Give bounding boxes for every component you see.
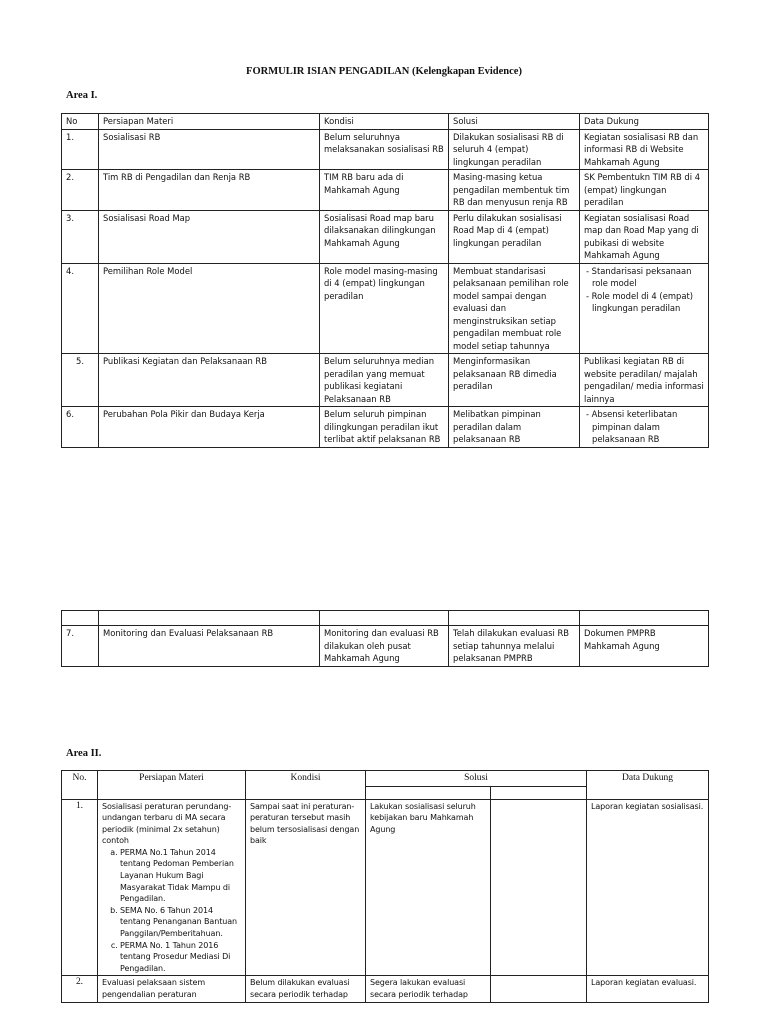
row-number: 2. xyxy=(62,976,98,1002)
row-kondisi: TIM RB baru ada di Mahkamah Agung xyxy=(320,170,449,211)
data-dukung-list xyxy=(584,408,704,446)
row-data-dukung xyxy=(580,263,709,354)
row-number: 4. xyxy=(62,263,99,354)
blank-row xyxy=(62,611,709,626)
row-number: 1. xyxy=(62,799,98,976)
list-item: - Role model di 4 (empat) lingkungan peradilan xyxy=(586,290,694,313)
row-number: 1. xyxy=(62,129,99,170)
header-solusi: Solusi xyxy=(449,114,580,130)
row-kondisi: Sampai saat ini peraturan-peraturan tersebut masih belum tersosialisasi dengan baik xyxy=(246,799,366,976)
row-materi: Sosialisasi RB xyxy=(99,129,320,170)
row-solusi: Lakukan sosialisasi seluruh kebijakan baru Mahkamah Agung xyxy=(366,799,491,976)
row-kondisi: Belum seluruh pimpinan dilingkungan peradilan ikut terlibat aktif pelaksanan RB xyxy=(320,407,449,448)
blank-cell xyxy=(62,611,99,626)
row-materi: Evaluasi pelaksaan sistem pengendalian peraturan xyxy=(98,976,246,1002)
row-data-dukung: Laporan kegiatan evaluasi. xyxy=(587,976,709,1002)
row-solusi-extra xyxy=(491,976,587,1002)
row-kondisi: Monitoring dan evaluasi RB dilakukan oleh pusat Mahkamah Agung xyxy=(320,626,449,667)
table-row xyxy=(62,626,709,667)
row-number: 3. xyxy=(62,210,99,263)
materi-intro: Sosialisasi peraturan perundang-undangan terbaru di MA secara periodik (minimal 2x setahun) contoh xyxy=(102,801,232,846)
header-persiapan-materi: Persiapan Materi xyxy=(99,114,320,130)
row-materi: Perubahan Pola Pikir dan Budaya Kerja xyxy=(99,407,320,448)
table-row xyxy=(62,976,709,1002)
header-data-dukung: Data Dukung xyxy=(587,771,709,800)
row-kondisi: Belum dilakukan evaluasi secara periodik terhadap xyxy=(246,976,366,1002)
row-materi: Tim RB di Pengadilan dan Renja RB xyxy=(99,170,320,211)
row-number: 7. xyxy=(62,626,99,667)
header-no: No. xyxy=(62,771,98,800)
row-number: 6. xyxy=(62,407,99,448)
row-kondisi: Role model masing-masing di 4 (empat) lingkungan peradilan xyxy=(320,263,449,354)
row-kondisi: Sosialisasi Road map baru dilaksanakan dilingkungan Mahkamah Agung xyxy=(320,210,449,263)
row-solusi: Melibatkan pimpinan peradilan dalam pelaksanaan RB xyxy=(449,407,580,448)
header-kondisi: Kondisi xyxy=(246,771,366,800)
page-title: FORMULIR ISIAN PENGADILAN (Kelengkapan Evidence) xyxy=(246,66,522,77)
table-header-row xyxy=(62,771,709,787)
area-1-heading: Area I. xyxy=(66,90,98,101)
blank-cell xyxy=(99,611,320,626)
subheader-cell xyxy=(366,786,491,799)
row-materi: Publikasi Kegiatan dan Pelaksanaan RB xyxy=(99,354,320,407)
list-item: - Absensi keterlibatan pimpinan dalam pelaksanaan RB xyxy=(586,409,678,444)
subheader-cell xyxy=(491,786,587,799)
blank-cell xyxy=(449,611,580,626)
list-item: c. PERMA No. 1 Tahun 2016 tentang Prosedur Mediasi Di Pengadilan. xyxy=(120,940,241,975)
table-row xyxy=(62,799,709,976)
row-kondisi: Belum seluruhnya median peradilan yang memuat publikasi kegiatani Pelaksanaan RB xyxy=(320,354,449,407)
header-persiapan-materi: Persiapan Materi xyxy=(98,771,246,800)
row-data-dukung: Dokumen PMPRB Mahkamah Agung xyxy=(580,626,709,667)
area-1-continuation-table xyxy=(61,610,709,667)
header-kondisi: Kondisi xyxy=(320,114,449,130)
row-solusi: Segera lakukan evaluasi secara periodik terhadap xyxy=(366,976,491,1002)
list-item: a. PERMA No.1 Tahun 2014 tentang Pedoman Pemberian Layanan Hukum Bagi Masyarakat Tidak Mampu di Pengadilan. xyxy=(120,847,241,905)
blank-cell xyxy=(320,611,449,626)
row-solusi-extra xyxy=(491,799,587,976)
row-data-dukung: Publikasi kegiatan RB di website peradilan/ majalah pengadilan/ media informasi lainnya xyxy=(580,354,709,407)
row-data-dukung: Laporan kegiatan sosialisasi. xyxy=(587,799,709,976)
header-data-dukung: Data Dukung xyxy=(580,114,709,130)
header-no: No xyxy=(62,114,99,130)
table-row xyxy=(62,407,709,448)
row-number: 5. xyxy=(62,354,99,407)
row-data-dukung xyxy=(580,407,709,448)
list-item: b. SEMA No. 6 Tahun 2014 tentang Penanganan Bantuan Panggilan/Pemberitahuan. xyxy=(120,905,241,940)
table-header-row xyxy=(62,114,709,130)
area-1-table xyxy=(61,113,709,448)
table-row xyxy=(62,129,709,170)
list-item: - Standarisasi peksanaan role model xyxy=(586,265,692,288)
row-solusi: Menginformasikan pelaksanaan RB dimedia peradilan xyxy=(449,354,580,407)
area-2-table xyxy=(61,770,709,1003)
row-number: 2. xyxy=(62,170,99,211)
row-data-dukung: Kegiatan sosialisasi RB dan informasi RB di Website Mahkamah Agung xyxy=(580,129,709,170)
table-row xyxy=(62,210,709,263)
regulation-list xyxy=(102,847,241,975)
table-row xyxy=(62,263,709,354)
table-row xyxy=(62,354,709,407)
row-data-dukung: SK Pembentukn TIM RB di 4 (empat) lingkungan peradilan xyxy=(580,170,709,211)
header-solusi: Solusi xyxy=(366,771,587,787)
area-2-heading: Area II. xyxy=(66,748,102,759)
row-materi: Sosialisasi Road Map xyxy=(99,210,320,263)
blank-cell xyxy=(580,611,709,626)
row-solusi: Perlu dilakukan sosialisasi Road Map di 4 (empat) lingkungan peradilan xyxy=(449,210,580,263)
data-dukung-list xyxy=(584,265,704,315)
row-solusi: Membuat standarisasi pelaksanaan pemilihan role model sampai dengan evaluasi dan menginstruksikan setiap pengadilan membuat role model setiap tahunnya xyxy=(449,263,580,354)
row-materi: Pemilihan Role Model xyxy=(99,263,320,354)
row-kondisi: Belum seluruhnya melaksanakan sosialisasi RB xyxy=(320,129,449,170)
row-materi: Monitoring dan Evaluasi Pelaksanaan RB xyxy=(99,626,320,667)
row-solusi: Masing-masing ketua pengadilan membentuk tim RB dan menyusun renja RB xyxy=(449,170,580,211)
table-row xyxy=(62,170,709,211)
row-solusi: Telah dilakukan evaluasi RB setiap tahunnya melalui pelaksanan PMPRB xyxy=(449,626,580,667)
row-materi xyxy=(98,799,246,976)
row-solusi: Dilakukan sosialisasi RB di seluruh 4 (empat) lingkungan peradilan xyxy=(449,129,580,170)
row-data-dukung: Kegiatan sosialisasi Road map dan Road Map yang di pubikasi di website Mahkamah Agung xyxy=(580,210,709,263)
